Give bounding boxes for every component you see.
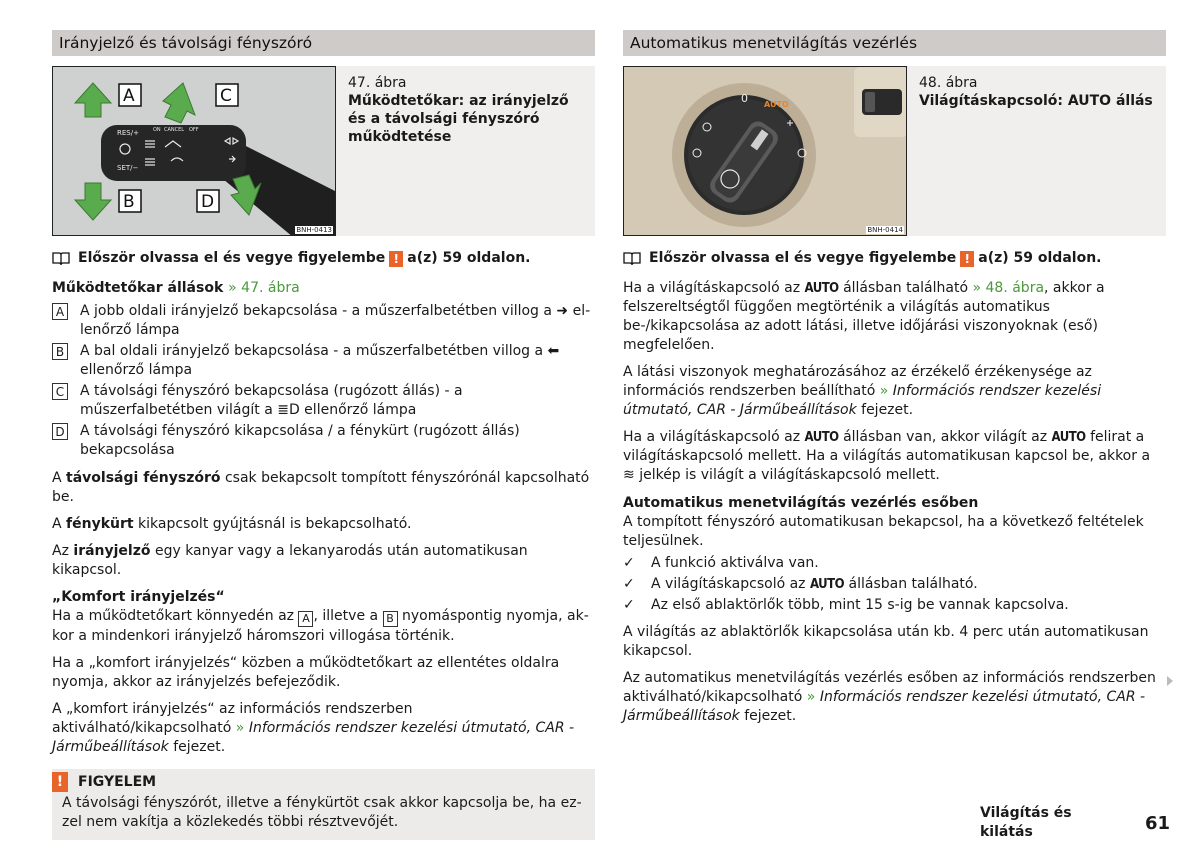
text: kikapcsolt gyújtásnál is bekapcsolható.: [138, 516, 412, 532]
text: A „komfort irányjelzés“ az információs rendszerben aktiválható/kikapcsolható: [52, 701, 413, 736]
dial-zero-label: 0: [741, 92, 748, 105]
read-first-text: Először olvassa el és vegye figyelembe: [649, 250, 957, 266]
section-heading-auto-light: Automatikus menetvilágítás vezérlés: [623, 30, 1166, 56]
read-first-note: [52, 249, 595, 268]
warning-icon: !: [52, 772, 68, 792]
rain-heading: Automatikus menetvilágítás vezérlés esőben: [623, 495, 979, 511]
label-b: B: [123, 192, 135, 212]
light-switch-illustration: [624, 67, 907, 236]
paragraph-flash: [52, 515, 595, 534]
paragraph-auto-indicator: [623, 428, 1166, 485]
positions-heading-text: Működtetőkar állások: [52, 280, 224, 296]
figure-number: 48. ábra: [919, 75, 978, 91]
text: nyomáspontig nyomja, akkor a mindenkori irányjelző háromszori villogása történik.: [52, 608, 589, 644]
auto-symbol: AUTO: [804, 281, 839, 296]
text: állásban található: [843, 280, 969, 296]
italic-ref: Információs rendszer kezelési útmutató, CAR - Járműbeállítások: [623, 383, 1102, 418]
continue-arrow-icon: [1167, 676, 1173, 686]
check-icon: ✓: [623, 555, 635, 571]
warning-text: A távolsági fényszórót, illetve a fénykürtöt csak akkor kapcsolja be, ha ezzel nem vakítja a közlekedés többi résztvevőjét.: [62, 795, 582, 830]
inline-key-b: B: [383, 611, 398, 627]
bold-term: irányjelző: [73, 543, 151, 559]
position-item: [52, 342, 595, 380]
figure-47-link[interactable]: » 47. ábra: [228, 280, 300, 296]
position-text: A bal oldali irányjelző bekapcsolása - a műszerfalbetétben villog a ⬅ ellenőrző lámpa: [80, 343, 560, 378]
condition-item: [623, 596, 1166, 615]
bold-term: távolsági fényszóró: [66, 470, 221, 486]
warning-box: [52, 769, 595, 840]
positions-heading: [52, 279, 595, 298]
figure-48-caption: [907, 66, 1165, 236]
figure-caption-text: Működtetőkar: az irányjelző és a távolsági fényszóró működtetése: [348, 93, 569, 145]
condition-text: A funkció aktiválva van.: [651, 555, 819, 571]
figure-48-block: [623, 66, 1166, 236]
cross-ref-link[interactable]: »: [235, 720, 245, 736]
warning-icon: !: [389, 251, 403, 267]
figure-number: 47. ábra: [348, 75, 407, 91]
headlight-symbol-icon: ≋: [623, 467, 635, 483]
cross-ref-link[interactable]: »: [806, 689, 816, 705]
condition-text: [651, 575, 978, 594]
figure-47-caption: [336, 66, 595, 236]
rain-paragraph: A tompított fényszóró automatikusan bekapcsol, ha a következő feltételek teljesülnek.: [623, 514, 1144, 549]
position-key: B: [52, 343, 68, 360]
position-item: [52, 302, 595, 340]
warning-header: [52, 772, 585, 792]
italic-ref: Információs rendszer kezelési útmutató, CAR - Járműbeállítások: [623, 689, 1146, 724]
paragraph-high-beam: [52, 469, 595, 507]
check-icon: ✓: [623, 576, 635, 592]
lever-on-label: ON: [153, 127, 161, 133]
read-first-page: a(z) 59 oldalon.: [407, 250, 531, 266]
figure-47-image: [52, 66, 336, 236]
right-column: [623, 30, 1166, 726]
lever-cancel-label: CANCEL: [164, 127, 185, 133]
text: Az automatikus menetvilágítás vezérlés esőben az információs rendszerben aktiválható/kikapcsolható: [623, 670, 1156, 705]
check-icon: ✓: [623, 597, 635, 613]
lever-illustration: [53, 67, 336, 236]
figure-code: BNH-0414: [867, 226, 903, 234]
text: felirat a világításkapcsoló mellett. Ha a világítás automatikusan kapcsol be, akkor a: [623, 429, 1151, 464]
figure-48-image: [623, 66, 907, 236]
figure-48-link[interactable]: » 48. ábra: [972, 280, 1045, 296]
text: A: [52, 470, 62, 486]
read-first-note: [623, 249, 1166, 268]
komfort-paragraph-2: Ha a „komfort irányjelzés“ közben a működtetőkart az ellentétes oldalra nyomja, akkor az irányjelzés befejeződik.: [52, 655, 560, 690]
position-key: A: [52, 303, 68, 320]
text: csak bekapcsolt tompított fényszórónál kapcsolható be.: [52, 470, 590, 505]
lever-set-label: SET/−: [117, 164, 139, 172]
paragraph-indicator: [52, 542, 595, 580]
text: A világításkapcsoló az: [651, 576, 806, 592]
auto-symbol: AUTO: [804, 430, 839, 445]
condition-text: Az első ablaktörlők több, mint 15 s-ig be vannak kapcsolva.: [651, 597, 1069, 613]
komfort-paragraph-1: [52, 607, 595, 646]
text: állásban található.: [848, 576, 978, 592]
text: A: [52, 516, 62, 532]
lever-res-label: RES/+: [117, 129, 139, 137]
text: jelkép is világít a világításkapcsoló mellett.: [639, 467, 940, 483]
book-icon: [623, 251, 641, 267]
section-heading-turn-signal: Irányjelző és távolsági fényszóró: [52, 30, 595, 56]
position-key: D: [52, 423, 68, 440]
text: Az: [52, 543, 69, 559]
paragraph-rain-setting: [623, 669, 1166, 726]
position-item: [52, 422, 595, 460]
footer-section-title: Világítás és kilátás: [980, 805, 1072, 840]
text: Ha a világításkapcsoló az: [623, 280, 801, 296]
cross-ref-link[interactable]: »: [879, 383, 889, 399]
bold-term: fénykürt: [66, 516, 134, 532]
read-first-text: Először olvassa el és vegye figyelembe: [78, 250, 386, 266]
paragraph-wiper-off: A világítás az ablaktörlők kikapcsolása után kb. 4 perc után automatikusan kikapcsol.: [623, 624, 1149, 659]
position-key: C: [52, 383, 68, 400]
text: állásban van, akkor világít az: [843, 429, 1048, 445]
figure-code: BNH-0413: [296, 226, 332, 234]
text: A látási viszonyok meghatározásához az érzékelő érzékenysége az információs rendszerben beállítható: [623, 364, 1092, 399]
text: fejezet.: [861, 402, 914, 418]
position-text: A jobb oldali irányjelző bekapcsolása - a műszerfalbetétben villog a ➜ ellenőrző lámpa: [80, 303, 591, 338]
text: Ha a világításkapcsoló az: [623, 429, 801, 445]
positions-list: [52, 302, 595, 460]
dial-auto-label: AUTO: [764, 100, 789, 109]
page-number: 61: [1144, 812, 1170, 834]
text: egy kanyar vagy a lekanyarodás után automatikusan kikapcsol.: [52, 543, 528, 578]
text: fejezet.: [744, 708, 797, 724]
figure-47-block: [52, 66, 595, 236]
lever-off-label: OFF: [189, 127, 199, 133]
position-item: [52, 382, 595, 420]
position-text: A távolsági fényszóró bekapcsolása (rugózott állás) - a műszerfalbetétben világít a ≣D ellenőrző lámpa: [80, 383, 463, 418]
label-c: C: [220, 86, 232, 106]
conditions-list: [623, 554, 1166, 615]
position-text: A távolsági fényszóró kikapcsolása / a fénykürt (rugózott állás) bekapcsolása: [80, 423, 520, 458]
text: , akkor a felszereltségtől függően megtörténik a világítás automatikus be-/kikapcsolása az adott látási, illetve időjárási viszonyoknak (eső) megfelelően.: [623, 280, 1105, 353]
text: Ha a működtetőkart könnyedén az: [52, 608, 295, 624]
inline-key-a: A: [298, 611, 313, 627]
book-icon: [52, 251, 70, 267]
auto-symbol: AUTO: [1051, 430, 1086, 445]
text: fejezet.: [173, 739, 226, 755]
label-a: A: [123, 86, 135, 106]
komfort-paragraph-3: [52, 700, 595, 757]
label-d: D: [201, 192, 215, 212]
text: , illetve a: [313, 608, 379, 624]
paragraph-sensitivity: [623, 363, 1166, 420]
paragraph-auto-intro: [623, 279, 1166, 355]
condition-item: [623, 575, 1166, 594]
warning-title: FIGYELEM: [78, 773, 157, 790]
figure-caption-text: Világításkapcsoló: AUTO állás: [919, 93, 1153, 109]
auto-symbol: AUTO: [809, 577, 845, 592]
komfort-heading: „Komfort irányjelzés“: [52, 589, 225, 605]
italic-ref: Információs rendszer kezelési útmutató, CAR - Járműbeállítások: [52, 720, 575, 755]
read-first-page: a(z) 59 oldalon.: [978, 250, 1102, 266]
warning-icon: !: [960, 251, 974, 267]
left-column: [52, 30, 595, 840]
page-footer: [980, 804, 1170, 842]
condition-item: [623, 554, 1166, 573]
